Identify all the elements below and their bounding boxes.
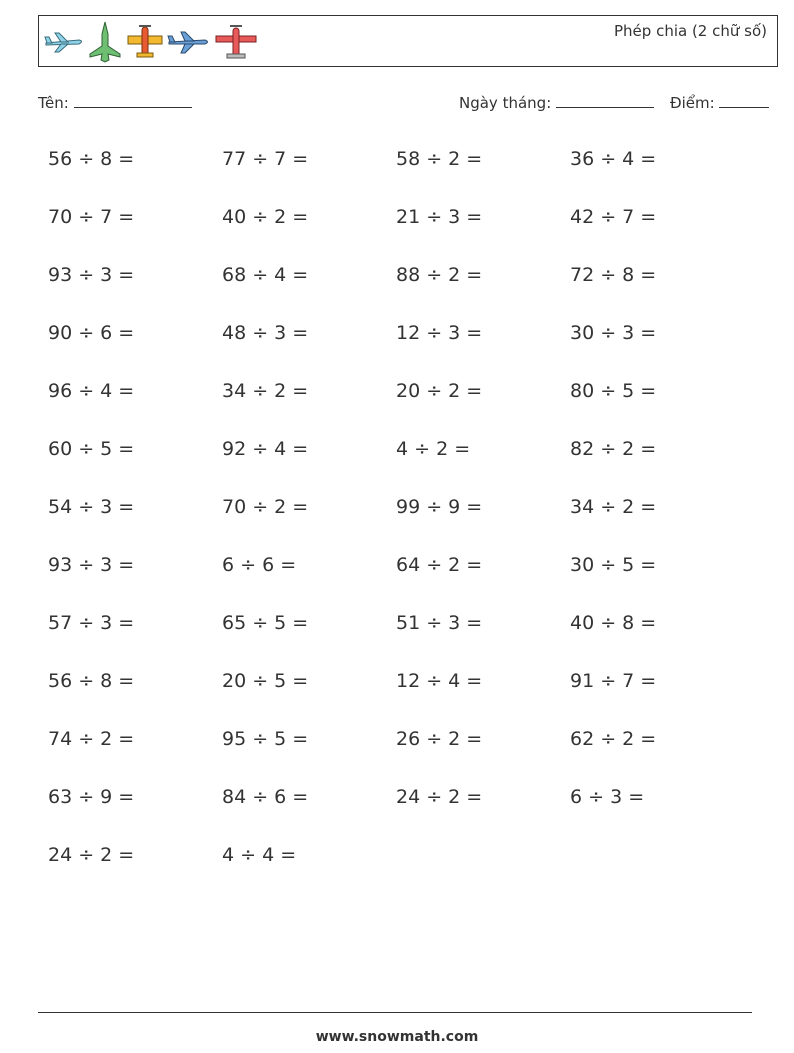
division-problem: 99 ÷ 9 = [396, 496, 483, 518]
fighter-jet-icon [87, 20, 123, 64]
footer-divider [38, 1012, 752, 1013]
division-problem: 20 ÷ 5 = [222, 670, 309, 692]
division-problem: 88 ÷ 2 = [396, 264, 483, 286]
problem-row [48, 438, 748, 496]
division-problem: 12 ÷ 4 = [396, 670, 483, 692]
problem-row [48, 844, 748, 902]
name-label: Tên: [38, 94, 69, 112]
score-label: Điểm: [670, 94, 715, 112]
division-problem: 65 ÷ 5 = [222, 612, 309, 634]
division-problem: 64 ÷ 2 = [396, 554, 483, 576]
division-problem: 92 ÷ 4 = [222, 438, 309, 460]
division-problem: 58 ÷ 2 = [396, 148, 483, 170]
division-problem: 24 ÷ 2 = [396, 786, 483, 808]
division-problem: 63 ÷ 9 = [48, 786, 135, 808]
division-problem: 93 ÷ 3 = [48, 554, 135, 576]
propeller-plane-icon [125, 22, 165, 62]
problem-row [48, 612, 748, 670]
division-problem: 56 ÷ 8 = [48, 148, 135, 170]
date-blank[interactable] [556, 93, 654, 108]
division-problem: 82 ÷ 2 = [570, 438, 657, 460]
division-problem: 24 ÷ 2 = [48, 844, 135, 866]
name-field [38, 93, 192, 112]
division-problem: 74 ÷ 2 = [48, 728, 135, 750]
problem-row [48, 322, 748, 380]
score-field [670, 93, 769, 112]
division-problem: 80 ÷ 5 = [570, 380, 657, 402]
division-problem: 4 ÷ 2 = [396, 438, 471, 460]
score-blank[interactable] [719, 93, 769, 108]
division-problem: 56 ÷ 8 = [48, 670, 135, 692]
division-problem: 70 ÷ 7 = [48, 206, 135, 228]
problem-row [48, 206, 748, 264]
jet-airliner-icon [167, 27, 211, 57]
division-problem: 90 ÷ 6 = [48, 322, 135, 344]
problem-grid [48, 148, 748, 902]
problem-row [48, 380, 748, 438]
division-problem: 72 ÷ 8 = [570, 264, 657, 286]
date-label: Ngày tháng: [459, 94, 552, 112]
problem-row [48, 728, 748, 786]
airliner-icon [43, 27, 85, 57]
problem-row [48, 264, 748, 322]
division-problem: 20 ÷ 2 = [396, 380, 483, 402]
header-box [38, 15, 778, 67]
division-problem: 6 ÷ 3 = [570, 786, 645, 808]
division-problem: 6 ÷ 6 = [222, 554, 297, 576]
division-problem: 40 ÷ 8 = [570, 612, 657, 634]
division-problem: 51 ÷ 3 = [396, 612, 483, 634]
division-problem: 40 ÷ 2 = [222, 206, 309, 228]
date-field [459, 93, 654, 112]
division-problem: 62 ÷ 2 = [570, 728, 657, 750]
division-problem: 54 ÷ 3 = [48, 496, 135, 518]
red-propeller-plane-icon [213, 22, 259, 62]
division-problem: 84 ÷ 6 = [222, 786, 309, 808]
division-problem: 26 ÷ 2 = [396, 728, 483, 750]
division-problem: 12 ÷ 3 = [396, 322, 483, 344]
division-problem: 21 ÷ 3 = [396, 206, 483, 228]
division-problem: 42 ÷ 7 = [570, 206, 657, 228]
division-problem: 91 ÷ 7 = [570, 670, 657, 692]
division-problem: 77 ÷ 7 = [222, 148, 309, 170]
division-problem: 96 ÷ 4 = [48, 380, 135, 402]
worksheet-title: Phép chia (2 chữ số) [614, 22, 767, 40]
division-problem: 34 ÷ 2 = [570, 496, 657, 518]
division-problem: 34 ÷ 2 = [222, 380, 309, 402]
problem-row [48, 786, 748, 844]
problem-row [48, 670, 748, 728]
division-problem: 60 ÷ 5 = [48, 438, 135, 460]
plane-icons [43, 20, 261, 64]
division-problem: 30 ÷ 5 = [570, 554, 657, 576]
division-problem: 93 ÷ 3 = [48, 264, 135, 286]
division-problem: 95 ÷ 5 = [222, 728, 309, 750]
name-blank[interactable] [74, 93, 192, 108]
division-problem: 36 ÷ 4 = [570, 148, 657, 170]
problem-row [48, 148, 748, 206]
division-problem: 30 ÷ 3 = [570, 322, 657, 344]
problem-row [48, 496, 748, 554]
division-problem: 68 ÷ 4 = [222, 264, 309, 286]
division-problem: 4 ÷ 4 = [222, 844, 297, 866]
division-problem: 70 ÷ 2 = [222, 496, 309, 518]
problem-row [48, 554, 748, 612]
division-problem: 57 ÷ 3 = [48, 612, 135, 634]
footer-site: www.snowmath.com [315, 1029, 479, 1045]
division-problem: 48 ÷ 3 = [222, 322, 309, 344]
